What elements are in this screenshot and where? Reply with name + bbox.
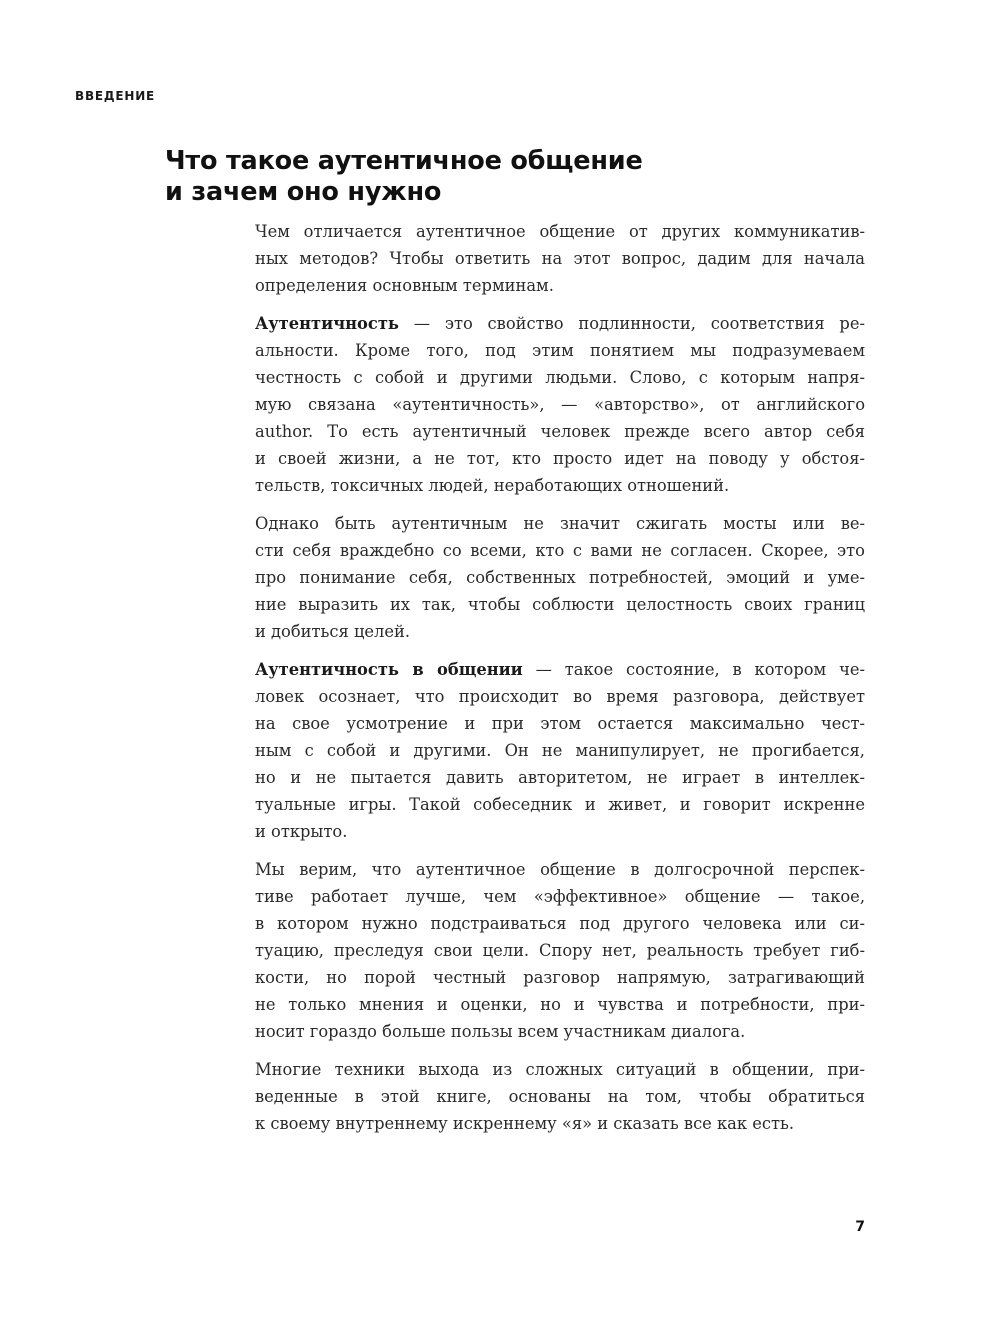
- text-line: про понимание себя, собственных потребностей, эмоций и уме-: [255, 568, 865, 587]
- text-line: носит гораздо больше пользы всем участникам диалога.: [255, 1022, 746, 1041]
- text-line: тельств, токсичных людей, неработающих отношений.: [255, 476, 730, 495]
- section-heading: [165, 146, 765, 208]
- paragraph-authenticity-definition: [255, 310, 865, 499]
- text-line: туацию, преследуя свои цели. Спору нет, реальность требует гиб-: [255, 941, 865, 960]
- text-line: и добиться целей.: [255, 622, 411, 641]
- term-authenticity-in-communication: Аутентичность в общении: [255, 660, 523, 679]
- text-line: [255, 310, 865, 337]
- paragraph-authenticity-clarification: [255, 510, 865, 645]
- paragraph-techniques: [255, 1056, 865, 1137]
- paragraph-authenticity-in-communication: [255, 656, 865, 845]
- text-line: Многие техники выхода из сложных ситуаций в общении, при-: [255, 1060, 865, 1079]
- text-line: ных методов? Чтобы ответить на этот вопрос, дадим для начала: [255, 249, 865, 268]
- text-line: ловек осознает, что происходит во время разговора, действует: [255, 687, 865, 706]
- text-line: кости, но порой честный разговор напрямую, затрагивающий: [255, 968, 865, 987]
- text-line: мую связана «аутентичность», — «авторство», от английского: [255, 395, 865, 414]
- term-authenticity: Аутентичность: [255, 314, 399, 333]
- body-text: [255, 218, 865, 1148]
- section-heading-line: и зачем оно нужно: [165, 177, 442, 207]
- text-line: туальные игры. Такой собеседник и живет, и говорит искренне: [255, 795, 865, 814]
- text-line: определения основным терминам.: [255, 276, 554, 295]
- text-line: на свое усмотрение и при этом остается максимально чест-: [255, 714, 865, 733]
- page-number: 7: [855, 1219, 865, 1235]
- text-line: в котором нужно подстраиваться под другого человека или си-: [255, 914, 865, 933]
- text-line: Однако быть аутентичным не значит сжигать мосты или ве-: [255, 514, 865, 533]
- section-heading-line: Что такое аутентичное общение: [165, 146, 643, 176]
- text-line: сти себя враждебно со всеми, кто с вами не согласен. Скорее, это: [255, 541, 865, 560]
- text-line: честность с собой и другими людьми. Слово, с которым напря-: [255, 368, 865, 387]
- text-line: author. То есть аутентичный человек прежде всего автор себя: [255, 422, 865, 441]
- text-line: и своей жизни, а не тот, кто просто идет на поводу у обстоя-: [255, 449, 865, 468]
- text-line: веденные в этой книге, основаны на том, чтобы обратиться: [255, 1087, 865, 1106]
- text-line: и открыто.: [255, 822, 348, 841]
- text-line: но и не пытается давить авторитетом, не играет в интеллек-: [255, 768, 865, 787]
- text-line-rest: — это свойство подлинности, соответствия ре-: [398, 314, 865, 333]
- text-line: Чем отличается аутентичное общение от других коммуникатив-: [255, 222, 865, 241]
- text-line: тиве работает лучше, чем «эффективное» общение — такое,: [255, 887, 865, 906]
- paragraph-belief: [255, 856, 865, 1045]
- text-line: альности. Кроме того, под этим понятием мы подразумеваем: [255, 341, 865, 360]
- text-line-rest: — такое состояние, в котором че-: [522, 660, 865, 679]
- text-line: ным с собой и другими. Он не манипулирует, не прогибается,: [255, 741, 865, 760]
- paragraph-intro: [255, 218, 865, 299]
- text-line: Мы верим, что аутентичное общение в долгосрочной перспек-: [255, 860, 865, 879]
- text-line: к своему внутреннему искреннему «я» и сказать все как есть.: [255, 1114, 795, 1133]
- text-line: ние выразить их так, чтобы соблюсти целостность своих границ: [255, 595, 865, 614]
- running-header: ВВЕДЕНИЕ: [75, 89, 156, 103]
- text-line: не только мнения и оценки, но и чувства и потребности, при-: [255, 995, 865, 1014]
- text-line: [255, 656, 865, 683]
